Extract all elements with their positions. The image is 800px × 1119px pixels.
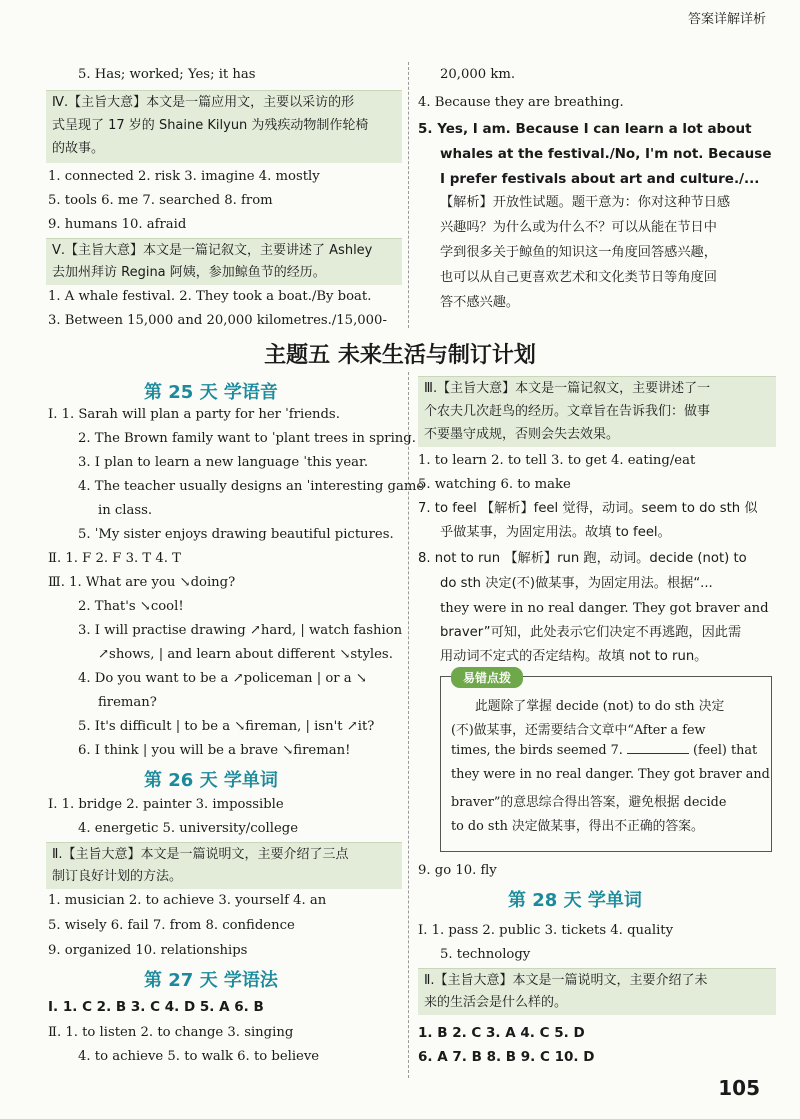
- tip-text: (feel) that: [692, 743, 758, 758]
- answer-line: 4. Do you want to be a ↗policeman | or a ↘: [78, 671, 367, 686]
- answer-line: Ⅱ. 1. F 2. F 3. T 4. T: [48, 551, 181, 566]
- answer-line: do sth 决定(不)做某事，为固定用法。根据“...: [440, 576, 713, 591]
- answer-line: ↗shows, | and learn about different ↘styles.: [98, 647, 393, 662]
- answer-line: 3. Between 15,000 and 20,000 kilometres./15,000-: [48, 313, 387, 328]
- page-number: 105: [718, 1076, 760, 1100]
- tip-line: braver”的意思综合得出答案，避免根据 decide: [451, 795, 727, 810]
- summary-text: Ⅱ.【主旨大意】本文是一篇说明文，主要介绍了三点: [52, 847, 349, 862]
- answer-line: Ⅰ. 1. pass 2. public 3. tickets 4. quality: [418, 923, 674, 938]
- summary-text: 来的生活会是什么样的。: [424, 995, 568, 1010]
- page-header: 答案详解详析: [687, 12, 766, 27]
- summary-text: Ⅴ.【主旨大意】本文是一篇记叙文，主要讲述了 Ashley: [52, 243, 373, 258]
- answer-line: 1. to learn 2. to tell 3. to get 4. eating/eat: [418, 453, 696, 468]
- summary-text: Ⅱ.【主旨大意】本文是一篇说明文，主要介绍了未: [424, 973, 708, 988]
- day-title: 第 26 天 学单词: [144, 770, 278, 791]
- summary-box: [46, 90, 402, 163]
- answer-line: 4. The teacher usually designs an ˈinteresting game: [78, 479, 425, 494]
- answer-line: 5. technology: [440, 947, 531, 962]
- summary-box: [46, 238, 402, 285]
- summary-text: Ⅲ.【主旨大意】本文是一篇记叙文，主要讲述了一: [424, 381, 711, 396]
- analysis-line: 【解析】开放性试题。题干意为：你对这种节日感: [440, 195, 731, 210]
- answer-line: 乎做某事，为固定用法。故填 to feel。: [440, 525, 671, 540]
- summary-text: 制订良好计划的方法。: [52, 869, 183, 884]
- answer-line: 1. connected 2. risk 3. imagine 4. mostly: [48, 169, 320, 184]
- answer-line: 7. to feel 【解析】feel 觉得，动词。seem to do sth 似: [418, 501, 758, 516]
- summary-box: [418, 968, 776, 1015]
- answer-line: they were in no real danger. They got braver and: [440, 601, 769, 616]
- tip-line: they were in no real danger. They got braver and: [451, 767, 770, 782]
- answer-line: 1. A whale festival. 2. They took a boat./By boat.: [48, 289, 372, 304]
- answer-line: Ⅱ. 1. to listen 2. to change 3. singing: [48, 1025, 294, 1040]
- answer-line: whales at the festival./No, I'm not. Because: [440, 146, 772, 162]
- tip-line: 此题除了掌握 decide (not) to do sth 决定: [475, 699, 725, 714]
- summary-text: 式呈现了 17 岁的 Shaine Kilyun 为残疾动物制作轮椅: [52, 118, 369, 133]
- summary-box: [46, 842, 402, 889]
- theme-title: 主题五 未来生活与制订计划: [264, 343, 536, 368]
- answer-line: fireman?: [98, 695, 157, 710]
- answer-line: 20,000 km.: [440, 67, 516, 82]
- answer-line: 6. A 7. B 8. B 9. C 10. D: [418, 1049, 595, 1065]
- answer-line: I prefer festivals about art and culture./...: [440, 171, 760, 187]
- answer-line: 5. tools 6. me 7. searched 8. from: [48, 193, 273, 208]
- answer-line: 4. Because they are breathing.: [418, 95, 624, 110]
- answer-line: Ⅲ. 1. What are you ↘doing?: [48, 575, 236, 590]
- answer-line: 2. That's ↘cool!: [78, 599, 184, 614]
- answer-line: in class.: [98, 503, 153, 518]
- answer-line: 1. musician 2. to achieve 3. yourself 4. an: [48, 893, 327, 908]
- summary-text: 个农夫几次赶鸟的经历。文章旨在告诉我们：做事: [424, 404, 711, 419]
- answer-line: 用动词不定式的否定结构。故填 not to run。: [440, 649, 708, 664]
- day-title: 第 28 天 学单词: [508, 890, 642, 911]
- error-tip-box: [440, 671, 772, 852]
- error-tip-badge: 易错点拨: [451, 667, 523, 688]
- answer-line: 6. I think | you will be a brave ↘fireman!: [78, 743, 351, 758]
- analysis-line: 答不感兴趣。: [440, 295, 520, 310]
- answer-line: 5. Has; worked; Yes; it has: [78, 67, 256, 82]
- answer-line: 5. watching 6. to make: [418, 477, 571, 492]
- summary-text: 去加州拜访 Regina 阿姨，参加鲸鱼节的经历。: [52, 265, 326, 280]
- answer-line: Ⅰ. 1. C 2. B 3. C 4. D 5. A 6. B: [48, 999, 264, 1015]
- answer-line: Ⅰ. 1. bridge 2. painter 3. impossible: [48, 797, 284, 812]
- tip-line: [451, 743, 757, 758]
- answer-line: 9. go 10. fly: [418, 863, 497, 878]
- summary-box: [418, 376, 776, 447]
- analysis-line: 兴趣吗？为什么或为什么不？可以从能在节日中: [440, 220, 717, 235]
- answer-line: 5. Yes, I am. Because I can learn a lot about: [418, 121, 752, 137]
- answer-line: Ⅰ. 1. Sarah will plan a party for her ˈfriends.: [48, 407, 340, 422]
- answer-line: 5. ˈMy sister enjoys drawing beautiful pictures.: [78, 527, 394, 542]
- answer-line: 3. I will practise drawing ↗hard, | watch fashion: [78, 623, 403, 638]
- summary-text: 的故事。: [52, 141, 105, 156]
- column-divider-top: [408, 62, 409, 328]
- tip-line: (不)做某事，还需要结合文章中“After a few: [451, 723, 706, 738]
- answer-line: 4. energetic 5. university/college: [78, 821, 299, 836]
- day-title: 第 27 天 学语法: [144, 970, 278, 991]
- fill-blank: [627, 753, 689, 754]
- analysis-line: 也可以从自己更喜欢艺术和文化类节日等角度回: [440, 270, 717, 285]
- answer-line: 2. The Brown family want to ˈplant trees in spring.: [78, 431, 416, 446]
- tip-line: to do sth 决定做某事，得出不正确的答案。: [451, 819, 704, 834]
- answer-line: 3. I plan to learn a new language ˈthis year.: [78, 455, 369, 470]
- summary-text: Ⅳ.【主旨大意】本文是一篇应用文，主要以采访的形: [52, 95, 355, 110]
- answer-line: braver”可知，此处表示它们决定不再逃跑，因此需: [440, 625, 742, 640]
- answer-line: 5. It's difficult | to be a ↘fireman, | isn't ↗it?: [78, 719, 375, 734]
- tip-text: times, the birds seemed 7.: [451, 743, 623, 758]
- answer-line: 8. not to run 【解析】run 跑，动词。decide (not) to: [418, 551, 747, 566]
- answer-line: 9. humans 10. afraid: [48, 217, 187, 232]
- day-title: 第 25 天 学语音: [144, 382, 278, 403]
- answer-line: 9. organized 10. relationships: [48, 943, 248, 958]
- summary-text: 不要墨守成规，否则会失去效果。: [424, 427, 620, 442]
- answer-line: 4. to achieve 5. to walk 6. to believe: [78, 1049, 320, 1064]
- answer-line: 1. B 2. C 3. A 4. C 5. D: [418, 1025, 585, 1041]
- answer-line: 5. wisely 6. fail 7. from 8. confidence: [48, 918, 295, 933]
- analysis-line: 学到很多关于鲸鱼的知识这一角度回答感兴趣，: [440, 245, 717, 260]
